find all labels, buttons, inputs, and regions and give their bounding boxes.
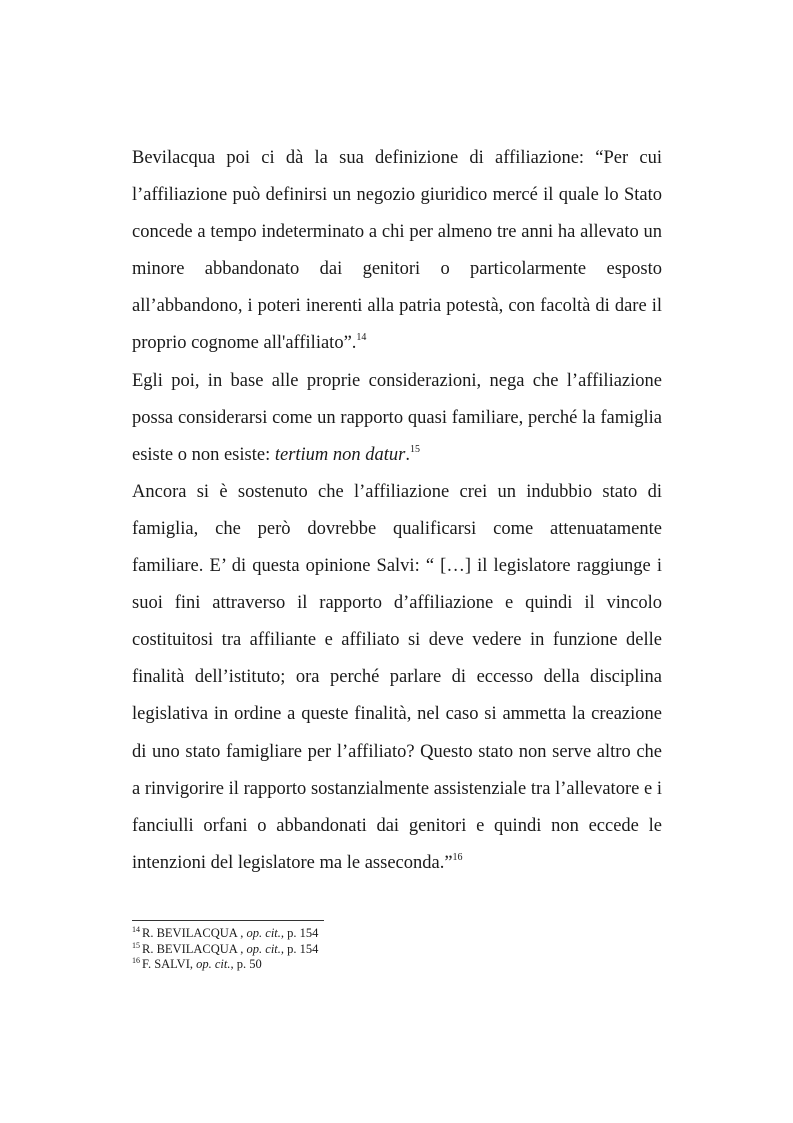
footnote-page: p. 154: [284, 926, 319, 940]
footnote: [132, 926, 662, 942]
italic-phrase: tertium non datur: [274, 444, 406, 465]
footnote-reference: op. cit.,: [246, 941, 285, 956]
footnote-author: R. BEVILACQUA ,: [142, 941, 247, 956]
footnote-author: F. SALVI,: [142, 957, 197, 971]
footnotes: [132, 926, 662, 973]
footnote-page: p. 154: [284, 941, 319, 956]
paragraph: [132, 363, 662, 474]
footnote-author: R. BEVILACQUA ,: [142, 926, 247, 940]
footnote-number: 15: [132, 940, 140, 950]
footnote-marker: 14: [356, 332, 367, 344]
footnote-number: 16: [132, 956, 140, 965]
paragraph-text: Egli poi, in base alle proprie considerazioni, nega che l’affiliazione possa considerarsi come un rapporto quasi familiare, perché la famiglia esiste o non esiste:: [132, 370, 662, 465]
footnote: [132, 957, 662, 973]
footnote-reference: op. cit.,: [246, 926, 285, 940]
footnote-page: p. 50: [233, 957, 262, 971]
footnote-number: 14: [132, 925, 140, 934]
footnote-separator: [132, 920, 324, 921]
paragraph-text: Ancora si è sostenuto che l’affiliazione crei un indubbio stato di famiglia, che però dovrebbe qualificarsi come attenuatamente familiare. E’ di questa opinione Salvi: “ […] il legislatore raggiunge i suoi fini attraverso il rapporto d’affiliazione e quindi il vincolo costituitosi tra affiliante e affiliato si deve vedere in funzione delle finalità dell’istituto; ora perché parlare di eccesso della disciplina legislativa in ordine a queste finalità, nel caso si ammetta la creazione di uno stato famigliare per l’affiliato? Questo stato non serve altro che a rinvigorire il rapporto sostanzialmente assistenziale tra l’allevatore e i fanciulli orfani o abbandonati dai genitori e quindi non eccede le intenzioni del legislatore ma le asseconda.”: [132, 481, 662, 873]
paragraph: [132, 474, 662, 882]
body-text: [132, 140, 662, 882]
footnote-reference: op. cit.,: [196, 957, 234, 971]
footnote-marker: 15: [410, 443, 420, 455]
paragraph-text: Bevilacqua poi ci dà la sua definizione di affiliazione: “Per cui l’affiliazione può definirsi un negozio giuridico mercé il quale lo Stato concede a tempo indeterminato a chi per almeno tre anni ha allevato un minore abbandonato dai genitori o particolarmente esposto all’abbandono, i poteri inerenti alla patria potestà, con facoltà di dare il proprio cognome all'affiliato”.: [132, 148, 662, 354]
paragraph-text: .: [405, 444, 410, 465]
footnote: [132, 942, 662, 958]
footnote-marker: 16: [452, 851, 463, 863]
paragraph: [132, 140, 662, 363]
